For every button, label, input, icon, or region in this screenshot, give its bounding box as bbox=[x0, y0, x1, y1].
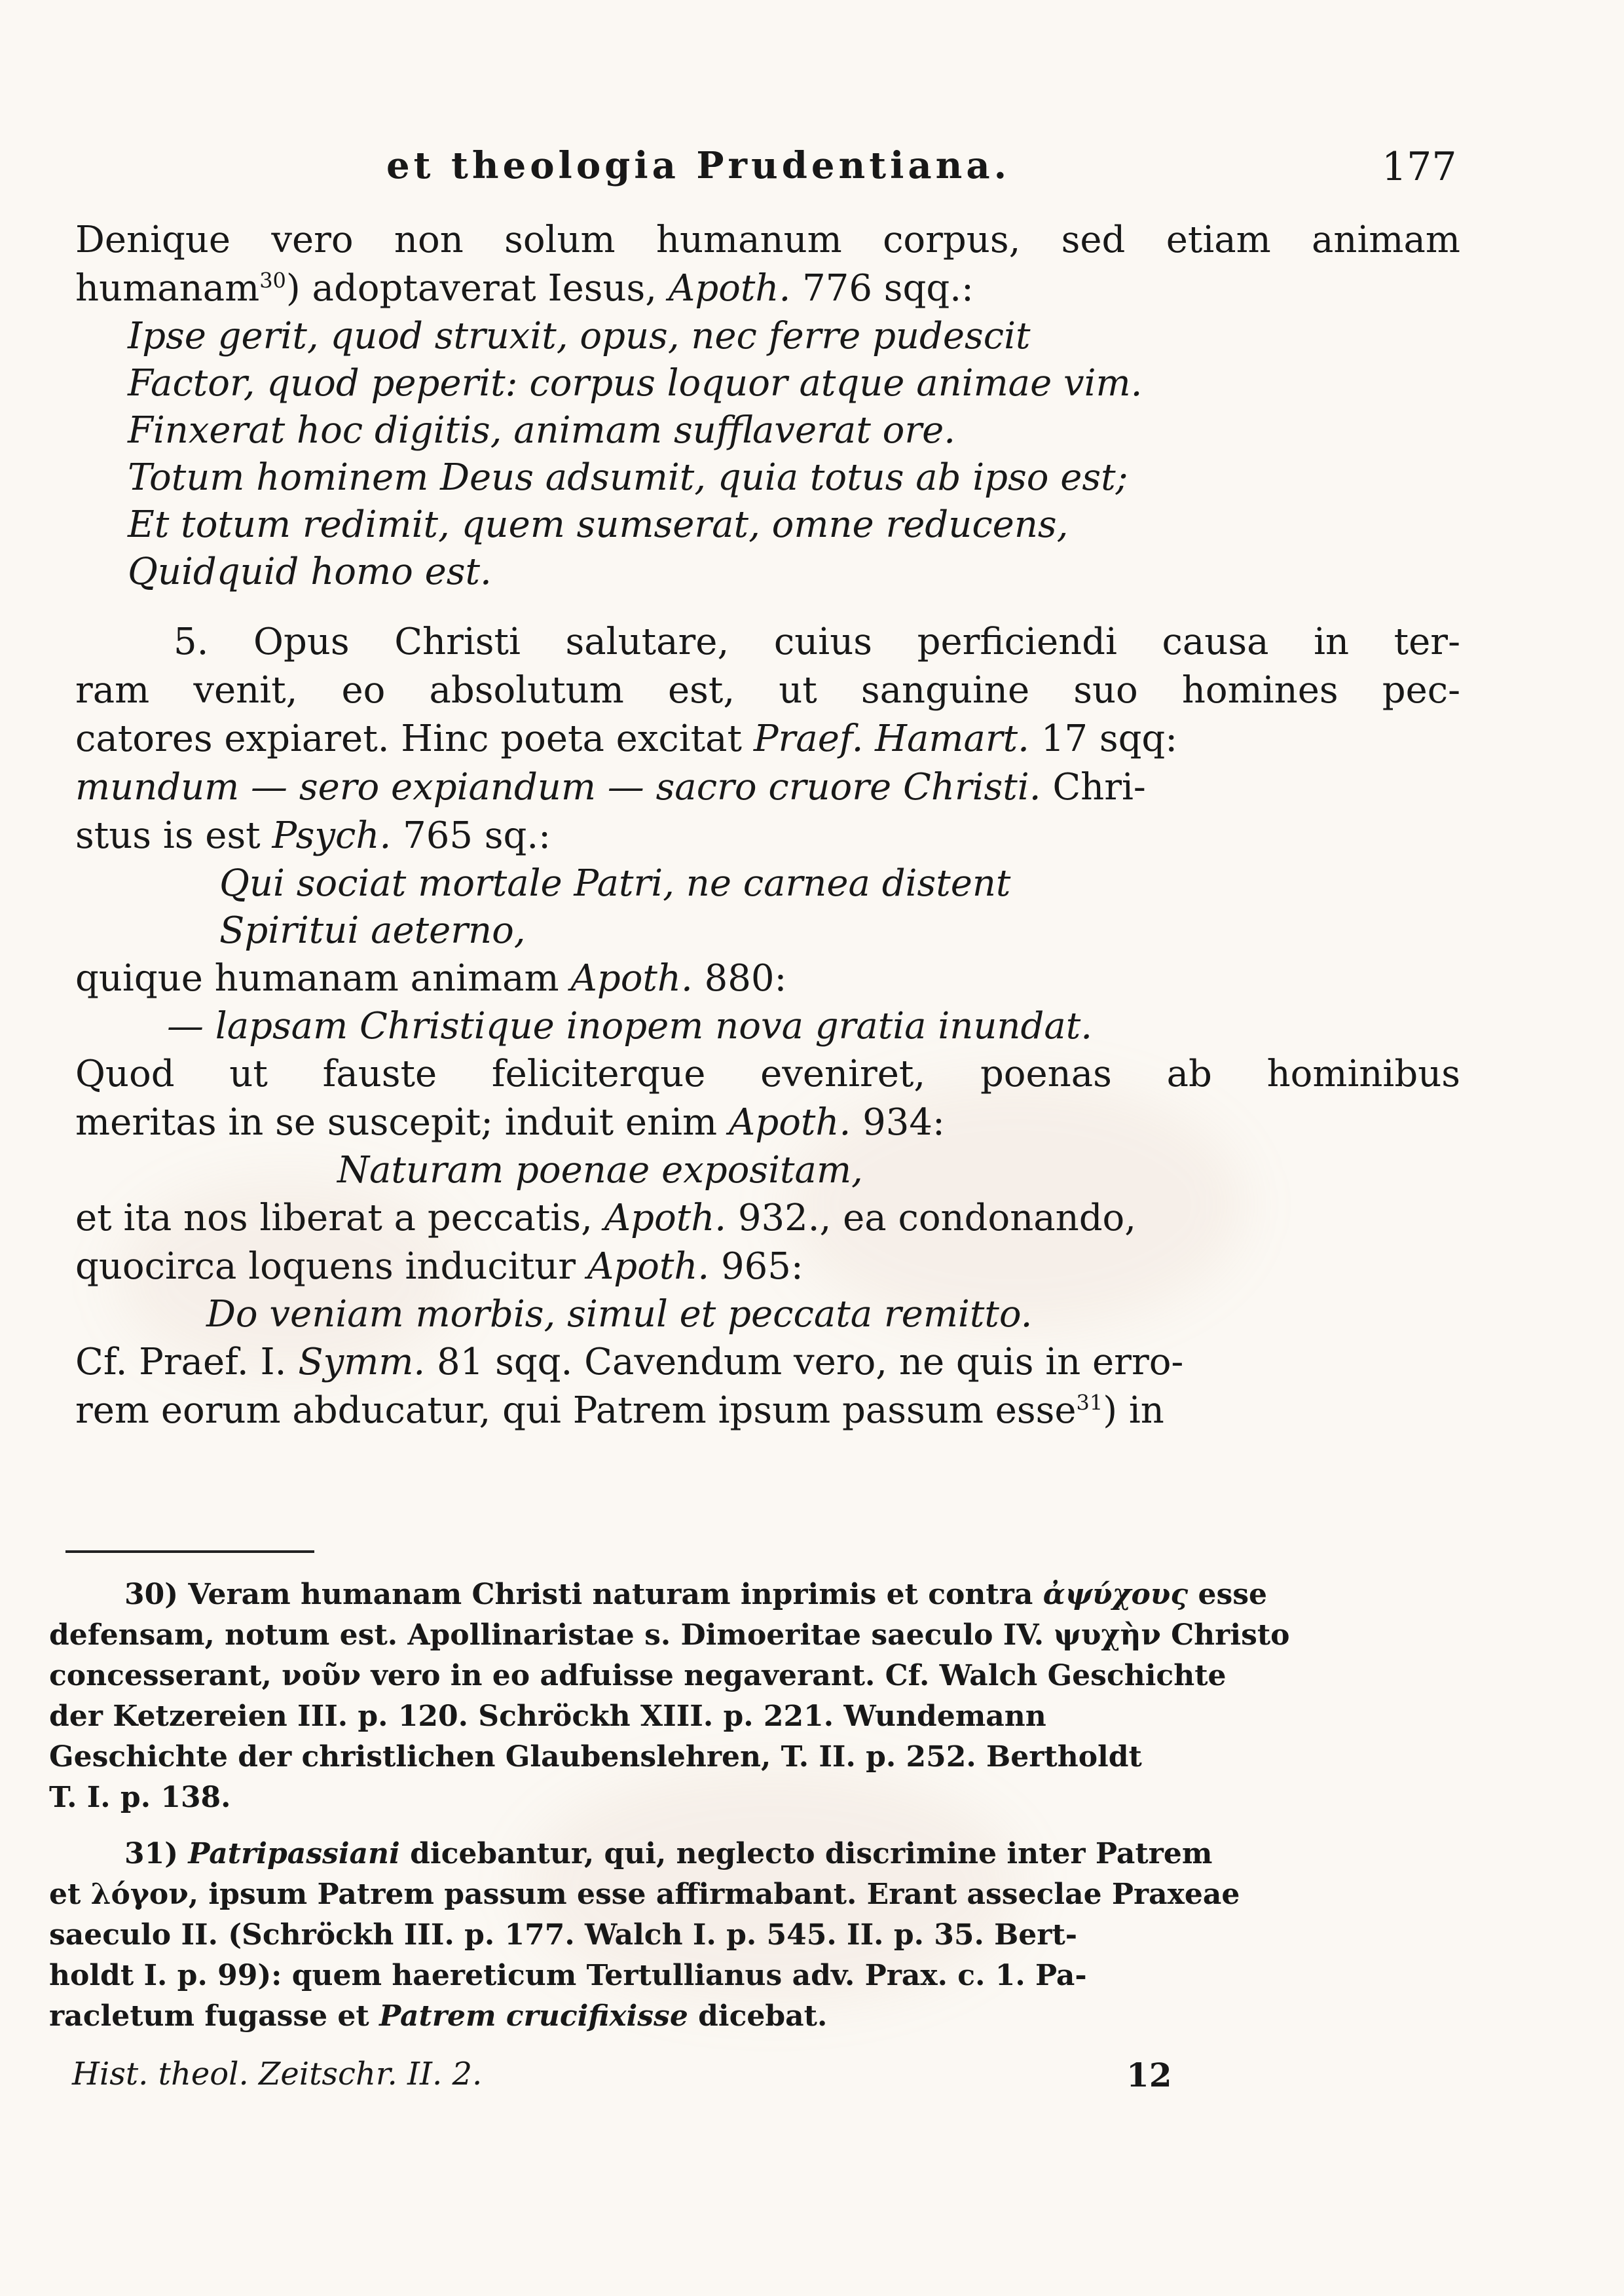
text-line bbox=[75, 812, 1460, 860]
verse-line: Ipse gerit, quod struxit, opus, nec ferre pudescit bbox=[128, 315, 1031, 357]
footnote-line: der Ketzereien III. p. 120. Schröckh XIII. p. 221. Wundemann bbox=[49, 1700, 1046, 1733]
text-fragment: et ita nos liberat a peccatis, bbox=[75, 1197, 604, 1239]
footnote-line: T. I. p. 138. bbox=[49, 1781, 231, 1814]
signature-line bbox=[0, 2056, 1624, 2102]
text-fragment: esse bbox=[1188, 1578, 1267, 1611]
footnote-30 bbox=[49, 1575, 1447, 1818]
footnote-line: et λόγον, ipsum Patrem passum esse affirmabant. Erant asseclae Praxeae bbox=[49, 1878, 1240, 1911]
footnote-line bbox=[49, 1575, 1447, 1615]
text-fragment: dicebat. bbox=[688, 1999, 828, 2033]
verse-line: Spiritui aeterno, bbox=[219, 909, 526, 952]
verse-line: Factor, quod peperit: corpus loquor atque animae vim. bbox=[128, 362, 1143, 405]
citation: Psych. bbox=[272, 814, 392, 857]
footnote-line bbox=[49, 1996, 1447, 2037]
verse-quote bbox=[75, 1291, 1460, 1338]
verse-line: Qui sociat mortale Patri, ne carnea distent bbox=[219, 862, 1011, 905]
text-line bbox=[75, 1243, 1460, 1291]
text-line bbox=[75, 955, 1460, 1003]
verse-line: Naturam poenae expositam, bbox=[337, 1149, 863, 1192]
text-fragment: racletum fugasse et bbox=[49, 1999, 380, 2033]
verse-line: — lapsam Christique inopem nova gratia inundat. bbox=[167, 1005, 1093, 1048]
footnote-line bbox=[49, 1834, 1447, 1874]
footnote-line: Geschichte der christlichen Glaubenslehren, T. II. p. 252. Bertholdt bbox=[49, 1740, 1142, 1774]
footnote-31 bbox=[49, 1834, 1447, 2037]
footnote-line: holdt I. p. 99): quem haereticum Tertullianus adv. Prax. c. 1. Pa- bbox=[49, 1959, 1087, 1992]
text-fragment: dicebantur, qui, neglecto discrimine inter Patrem bbox=[399, 1837, 1213, 1870]
text-fragment: meritas in se suscepit; induit enim bbox=[75, 1101, 729, 1144]
citation: Apoth. bbox=[587, 1245, 710, 1288]
verse-line: Finxerat hoc digitis, animam sufflaverat ore. bbox=[128, 409, 956, 452]
text-line: ram venit, eo absolutum est, ut sanguine suo homines pec- bbox=[75, 669, 1460, 712]
footnote-line: defensam, notum est. Apollinaristae s. Dimoeritae saeculo IV. ψυχὴν Christo bbox=[49, 1618, 1290, 1652]
text-fragment: stus is est bbox=[75, 814, 272, 857]
greek-term: ἀψύχους bbox=[1043, 1578, 1189, 1611]
text-line bbox=[75, 1194, 1460, 1243]
footnote-line: saeculo II. (Schröckh III. p. 177. Walch I. p. 545. II. p. 35. Bert- bbox=[49, 1918, 1078, 1952]
quotation: mundum — sero expiandum — sacro cruore Christi. bbox=[75, 766, 1041, 809]
text-fragment: ) in bbox=[1103, 1389, 1164, 1432]
text-fragment: 880: bbox=[692, 957, 787, 1000]
text-fragment: 17 sqq: bbox=[1029, 718, 1178, 760]
sheet-signature: 12 bbox=[1126, 2056, 1172, 2094]
text-fragment: catores expiaret. Hinc poeta excitat bbox=[75, 718, 754, 760]
text-line bbox=[75, 1387, 1460, 1435]
text-fragment: 932., ea condonando, bbox=[726, 1197, 1137, 1239]
verse-line: Et totum redimit, quem sumserat, omne reducens, bbox=[128, 503, 1069, 546]
verse-line: Do veniam morbis, simul et peccata remitto. bbox=[206, 1293, 1033, 1336]
footnote-line: concesserant, νοῦν vero in eo adfuisse negaverant. Cf. Walch Geschichte bbox=[49, 1659, 1227, 1692]
text-line: Denique vero non solum humanum corpus, sed etiam animam bbox=[75, 219, 1460, 261]
text-fragment: Chri- bbox=[1041, 766, 1146, 809]
spacer bbox=[75, 596, 1460, 618]
term: Patripassiani bbox=[188, 1837, 400, 1870]
running-title: et theologia Prudentiana. bbox=[386, 144, 1011, 187]
text-line bbox=[75, 1338, 1460, 1387]
text-fragment: rem eorum abducatur, qui Patrem ipsum passum esse bbox=[75, 1389, 1077, 1432]
text-fragment: Cf. Praef. I. bbox=[75, 1341, 299, 1383]
page-number: 177 bbox=[1382, 144, 1457, 190]
text-fragment: 765 sq.: bbox=[391, 814, 551, 857]
footnote-ref-31: 31 bbox=[1076, 1390, 1103, 1415]
journal-signature: Hist. theol. Zeitschr. II. 2. bbox=[72, 2056, 483, 2092]
text-fragment: 965: bbox=[709, 1245, 803, 1288]
text-line bbox=[75, 715, 1460, 763]
footnotes bbox=[49, 1575, 1447, 2037]
verse-quote bbox=[75, 1147, 1460, 1194]
text-fragment: quocirca loquens inducitur bbox=[75, 1245, 587, 1288]
citation: Apoth. bbox=[668, 267, 791, 310]
text-fragment: 30) Veram humanam Christi naturam inprimis et contra bbox=[124, 1578, 1043, 1611]
spacer bbox=[49, 1818, 1447, 1834]
text-line bbox=[75, 264, 1460, 313]
verse-quote bbox=[75, 860, 1460, 955]
verse-line: Quidquid homo est. bbox=[128, 551, 492, 593]
text-fragment: humanam bbox=[75, 267, 260, 310]
verse-quote bbox=[75, 313, 1460, 596]
citation: Apoth. bbox=[728, 1101, 851, 1144]
quotation: Patrem crucifixisse bbox=[379, 1999, 688, 2033]
text-fragment: 31) bbox=[124, 1837, 189, 1870]
main-text bbox=[75, 216, 1460, 1435]
text-fragment: quique humanam animam bbox=[75, 957, 571, 1000]
text-fragment: 776 sqq.: bbox=[790, 267, 974, 310]
text-fragment: ) adoptaverat Iesus, bbox=[286, 267, 669, 310]
page-header bbox=[0, 144, 1624, 210]
text-line: 5. Opus Christi salutare, cuius perficiendi causa in ter- bbox=[174, 621, 1460, 663]
footnote-ref-30: 30 bbox=[259, 268, 286, 293]
citation: Symm. bbox=[298, 1341, 426, 1383]
text-line bbox=[75, 763, 1460, 812]
citation: Apoth. bbox=[570, 957, 693, 1000]
citation: Praef. Hamart. bbox=[753, 718, 1029, 760]
text-fragment: 81 sqq. Cavendum vero, ne quis in erro- bbox=[425, 1341, 1184, 1383]
text-line bbox=[75, 1099, 1460, 1147]
text-line: Quod ut fauste feliciterque eveniret, poenas ab hominibus bbox=[75, 1053, 1460, 1095]
verse-line: Totum hominem Deus adsumit, quia totus ab ipso est; bbox=[128, 456, 1128, 499]
citation: Apoth. bbox=[604, 1197, 727, 1239]
footnote-separator bbox=[65, 1550, 314, 1553]
verse-quote bbox=[75, 1003, 1460, 1050]
text-fragment: 934: bbox=[851, 1101, 945, 1144]
